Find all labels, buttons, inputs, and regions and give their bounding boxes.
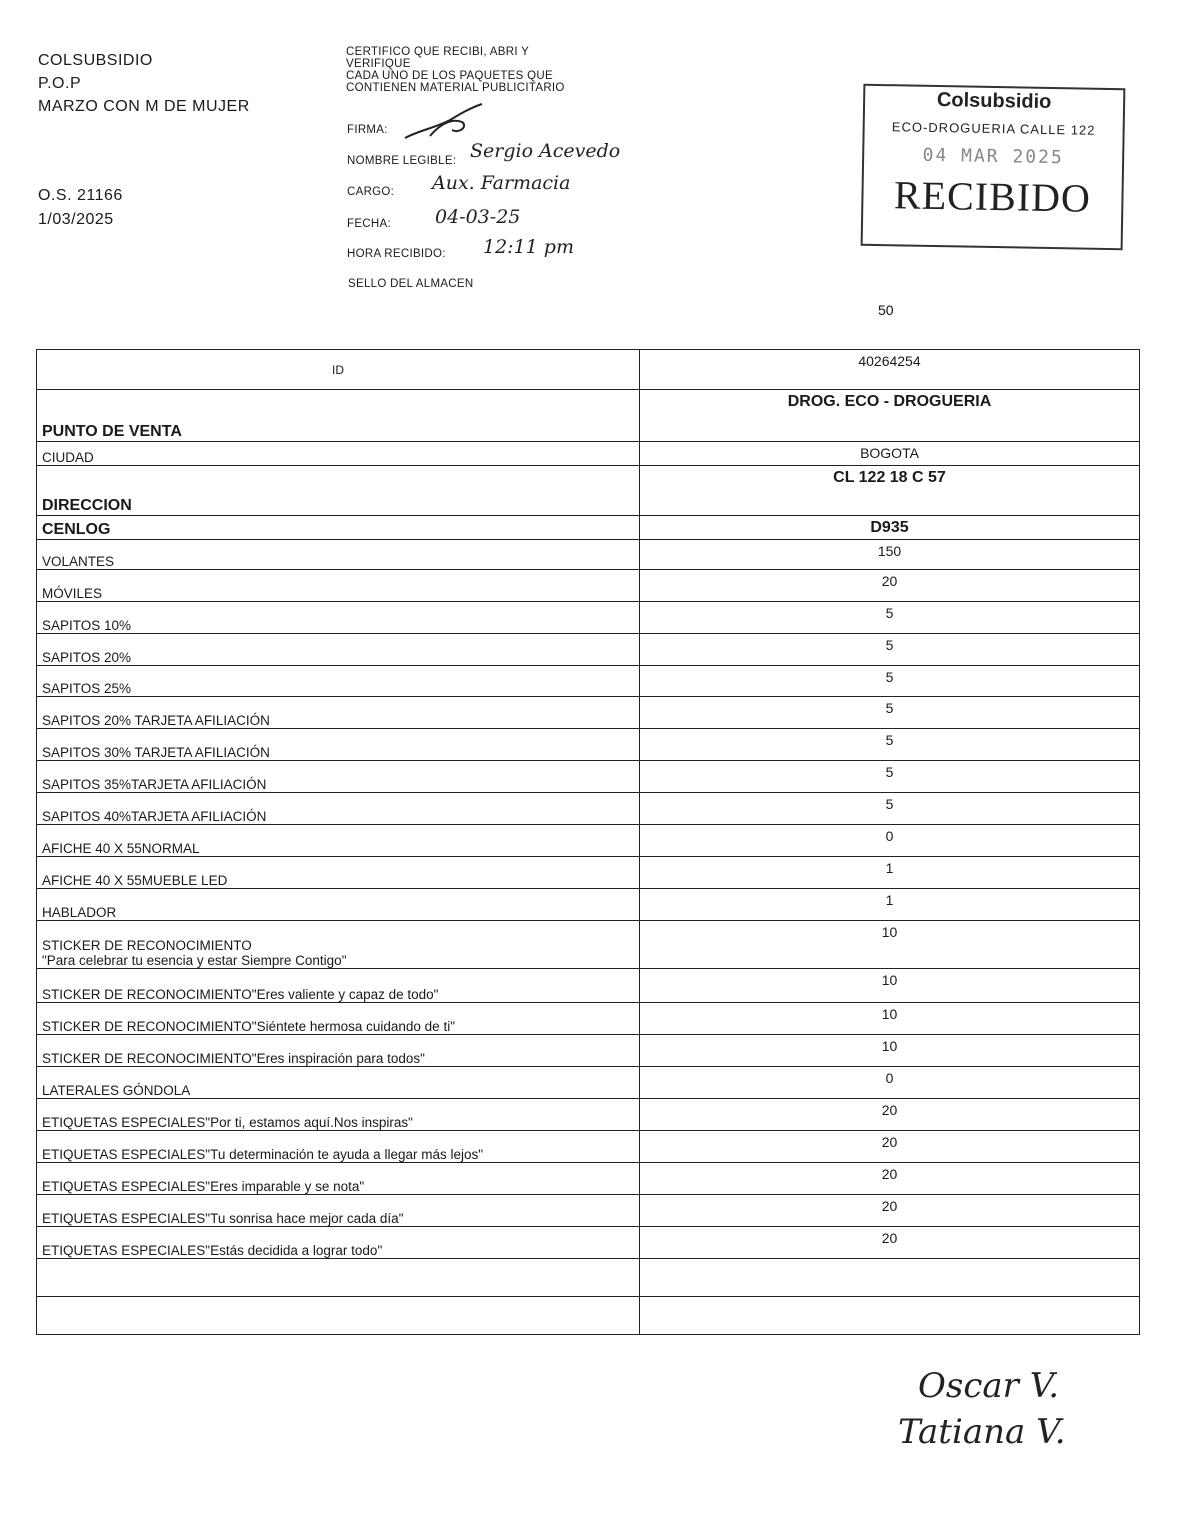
table-row xyxy=(37,1195,1140,1227)
row-label xyxy=(37,697,640,729)
table-row xyxy=(37,1067,1140,1099)
row-label-text: SAPITOS 25% xyxy=(42,681,132,696)
row-label-text: LATERALES GÓNDOLA xyxy=(42,1083,191,1098)
row-value: 20 xyxy=(640,1163,1140,1195)
row-value: 5 xyxy=(640,666,1140,697)
row-label xyxy=(37,969,640,1003)
row-label xyxy=(37,729,640,761)
row-label-text: AFICHE 40 X 55NORMAL xyxy=(42,841,200,856)
received-stamp xyxy=(861,84,1126,251)
table-row xyxy=(37,602,1140,634)
row-label xyxy=(37,1195,640,1227)
hora-label: HORA RECIBIDO: xyxy=(347,248,446,260)
row-value xyxy=(640,1259,1140,1297)
table-row xyxy=(37,1163,1140,1195)
row-label xyxy=(37,921,640,969)
cargo-label: CARGO: xyxy=(347,186,395,198)
table-row xyxy=(37,1003,1140,1035)
table-row xyxy=(37,969,1140,1003)
table-row xyxy=(37,729,1140,761)
table-row xyxy=(37,466,1140,516)
row-label-text: CENLOG xyxy=(42,521,111,538)
table-row xyxy=(37,390,1140,442)
table-row xyxy=(37,350,1140,390)
row-label-subtext: "Para celebrar tu esencia y estar Siempre Contigo" xyxy=(42,953,347,968)
row-label-text: STICKER DE RECONOCIMIENTO"Eres inspiración para todos" xyxy=(42,1051,425,1066)
hora-value: 12:11 pm xyxy=(483,236,574,258)
table-row xyxy=(37,570,1140,602)
table-row xyxy=(37,1259,1140,1297)
row-value: 10 xyxy=(640,1003,1140,1035)
table-row xyxy=(37,921,1140,969)
row-value: 5 xyxy=(640,729,1140,761)
row-value: 20 xyxy=(640,570,1140,602)
table-row xyxy=(37,1035,1140,1067)
sello-label: SELLO DEL ALMACEN xyxy=(348,278,474,290)
row-value: 20 xyxy=(640,1099,1140,1131)
row-label-text: MÓVILES xyxy=(42,586,103,601)
row-value: 20 xyxy=(640,1195,1140,1227)
cargo-value: Aux. Farmacia xyxy=(432,172,571,194)
stamp-store: ECO-DROGUERIA CALLE 122 xyxy=(891,119,1096,138)
row-label xyxy=(37,1297,640,1335)
table-row xyxy=(37,697,1140,729)
row-label xyxy=(37,1227,640,1259)
row-label-text: DIRECCION xyxy=(42,497,132,514)
row-value: 40264254 xyxy=(640,350,1140,390)
row-value: 5 xyxy=(640,602,1140,634)
row-label xyxy=(37,350,640,390)
row-label-text: STICKER DE RECONOCIMIENTO"Siéntete hermosa cuidando de ti" xyxy=(42,1019,455,1034)
row-value: 150 xyxy=(640,540,1140,570)
nombre-value: Sergio Acevedo xyxy=(470,140,621,162)
certificate-line-2: VERIFIQUE xyxy=(346,58,411,70)
row-label-text: CIUDAD xyxy=(42,450,94,465)
row-label xyxy=(37,1035,640,1067)
fecha-label: FECHA: xyxy=(347,218,391,230)
fecha-value: 04-03-25 xyxy=(435,206,521,228)
page-count: 50 xyxy=(878,302,894,318)
row-label-text: ETIQUETAS ESPECIALES"Tu determinación te ayuda a llegar más lejos" xyxy=(42,1147,484,1162)
row-value: 1 xyxy=(640,889,1140,921)
order-number: O.S. 21166 xyxy=(38,187,123,204)
firma-label: FIRMA: xyxy=(347,124,388,136)
row-label-text: PUNTO DE VENTA xyxy=(42,423,182,440)
row-label xyxy=(37,390,640,442)
row-label xyxy=(37,442,640,466)
row-label-text: SAPITOS 30% TARJETA AFILIACIÓN xyxy=(42,745,270,760)
certificate-line-3: CADA UNO DE LOS PAQUETES QUE xyxy=(346,70,553,82)
row-label-text: SAPITOS 35%TARJETA AFILIACIÓN xyxy=(42,777,267,792)
materials-table-body xyxy=(37,350,1140,1335)
signature-name-2: Tatiana V. xyxy=(898,1412,1066,1452)
row-label xyxy=(37,1259,640,1297)
row-label-text: HABLADOR xyxy=(42,905,117,920)
certificate-text xyxy=(346,46,565,94)
row-value: 20 xyxy=(640,1131,1140,1163)
table-row xyxy=(37,1227,1140,1259)
row-label xyxy=(37,516,640,540)
row-label xyxy=(37,793,640,825)
row-value: D935 xyxy=(640,516,1140,540)
row-value: 5 xyxy=(640,634,1140,666)
stamp-brand: Colsubsidio xyxy=(936,89,1052,114)
table-row xyxy=(37,857,1140,889)
row-label-text: ETIQUETAS ESPECIALES"Eres imparable y se nota" xyxy=(42,1179,365,1194)
table-row xyxy=(37,442,1140,466)
row-label-text: STICKER DE RECONOCIMIENTO"Eres valiente y capaz de todo" xyxy=(42,987,439,1002)
row-label-text: ID xyxy=(332,362,344,377)
row-label xyxy=(37,1067,640,1099)
row-value: 0 xyxy=(640,1067,1140,1099)
certificate-line-1: CERTIFICO QUE RECIBI, ABRI Y xyxy=(346,46,530,58)
company-name: COLSUBSIDIO xyxy=(38,52,153,69)
row-label xyxy=(37,666,640,697)
row-label-text: ETIQUETAS ESPECIALES"Estás decidida a lograr todo" xyxy=(42,1243,383,1258)
row-label xyxy=(37,570,640,602)
row-label xyxy=(37,825,640,857)
signature-name-1: Oscar V. xyxy=(918,1366,1060,1406)
order-block xyxy=(38,187,123,229)
row-label-text: SAPITOS 10% xyxy=(42,618,132,633)
row-value: 10 xyxy=(640,1035,1140,1067)
row-value: BOGOTA xyxy=(640,442,1140,466)
table-row xyxy=(37,889,1140,921)
row-label-text: ETIQUETAS ESPECIALES"Tu sonrisa hace mejor cada día" xyxy=(42,1211,404,1226)
row-value: 20 xyxy=(640,1227,1140,1259)
table-row xyxy=(37,1099,1140,1131)
table-row xyxy=(37,761,1140,793)
table-row xyxy=(37,793,1140,825)
row-label-text: SAPITOS 20% TARJETA AFILIACIÓN xyxy=(42,713,270,728)
row-label-text: VOLANTES xyxy=(42,554,115,569)
row-label xyxy=(37,761,640,793)
table-row xyxy=(37,1297,1140,1335)
nombre-label: NOMBRE LEGIBLE: xyxy=(347,155,457,167)
certificate-line-4: CONTIENEN MATERIAL PUBLICITARIO xyxy=(346,82,565,94)
materials-table xyxy=(36,349,1140,1335)
row-value: 10 xyxy=(640,921,1140,969)
row-value: 0 xyxy=(640,825,1140,857)
row-label xyxy=(37,1131,640,1163)
row-value: 5 xyxy=(640,793,1140,825)
row-label-text: SAPITOS 40%TARJETA AFILIACIÓN xyxy=(42,809,267,824)
row-value: CL 122 18 C 57 xyxy=(640,466,1140,516)
row-label xyxy=(37,857,640,889)
row-label xyxy=(37,634,640,666)
row-label xyxy=(37,889,640,921)
stamp-date: 04 MAR 2025 xyxy=(922,144,1064,169)
order-date: 1/03/2025 xyxy=(38,211,114,228)
row-label-text: STICKER DE RECONOCIMIENTO xyxy=(42,938,252,953)
row-label xyxy=(37,540,640,570)
row-label-text: AFICHE 40 X 55MUEBLE LED xyxy=(42,873,228,888)
doc-type: P.O.P xyxy=(38,75,82,92)
row-value: 5 xyxy=(640,761,1140,793)
row-label xyxy=(37,1003,640,1035)
row-label xyxy=(37,1099,640,1131)
row-value: 5 xyxy=(640,697,1140,729)
header-left xyxy=(38,52,250,116)
row-value xyxy=(640,1297,1140,1335)
campaign-name: MARZO CON M DE MUJER xyxy=(38,98,250,115)
row-label xyxy=(37,466,640,516)
row-value: DROG. ECO - DROGUERIA xyxy=(640,390,1140,442)
row-value: 10 xyxy=(640,969,1140,1003)
table-row xyxy=(37,516,1140,540)
table-row xyxy=(37,666,1140,697)
table-row xyxy=(37,634,1140,666)
stamp-status: RECIBIDO xyxy=(893,172,1092,221)
row-label xyxy=(37,1163,640,1195)
table-row xyxy=(37,540,1140,570)
table-row xyxy=(37,1131,1140,1163)
row-label xyxy=(37,602,640,634)
table-row xyxy=(37,825,1140,857)
row-value: 1 xyxy=(640,857,1140,889)
row-label-text: ETIQUETAS ESPECIALES"Por ti, estamos aquí.Nos inspiras" xyxy=(42,1115,413,1130)
row-label-text: SAPITOS 20% xyxy=(42,650,132,665)
